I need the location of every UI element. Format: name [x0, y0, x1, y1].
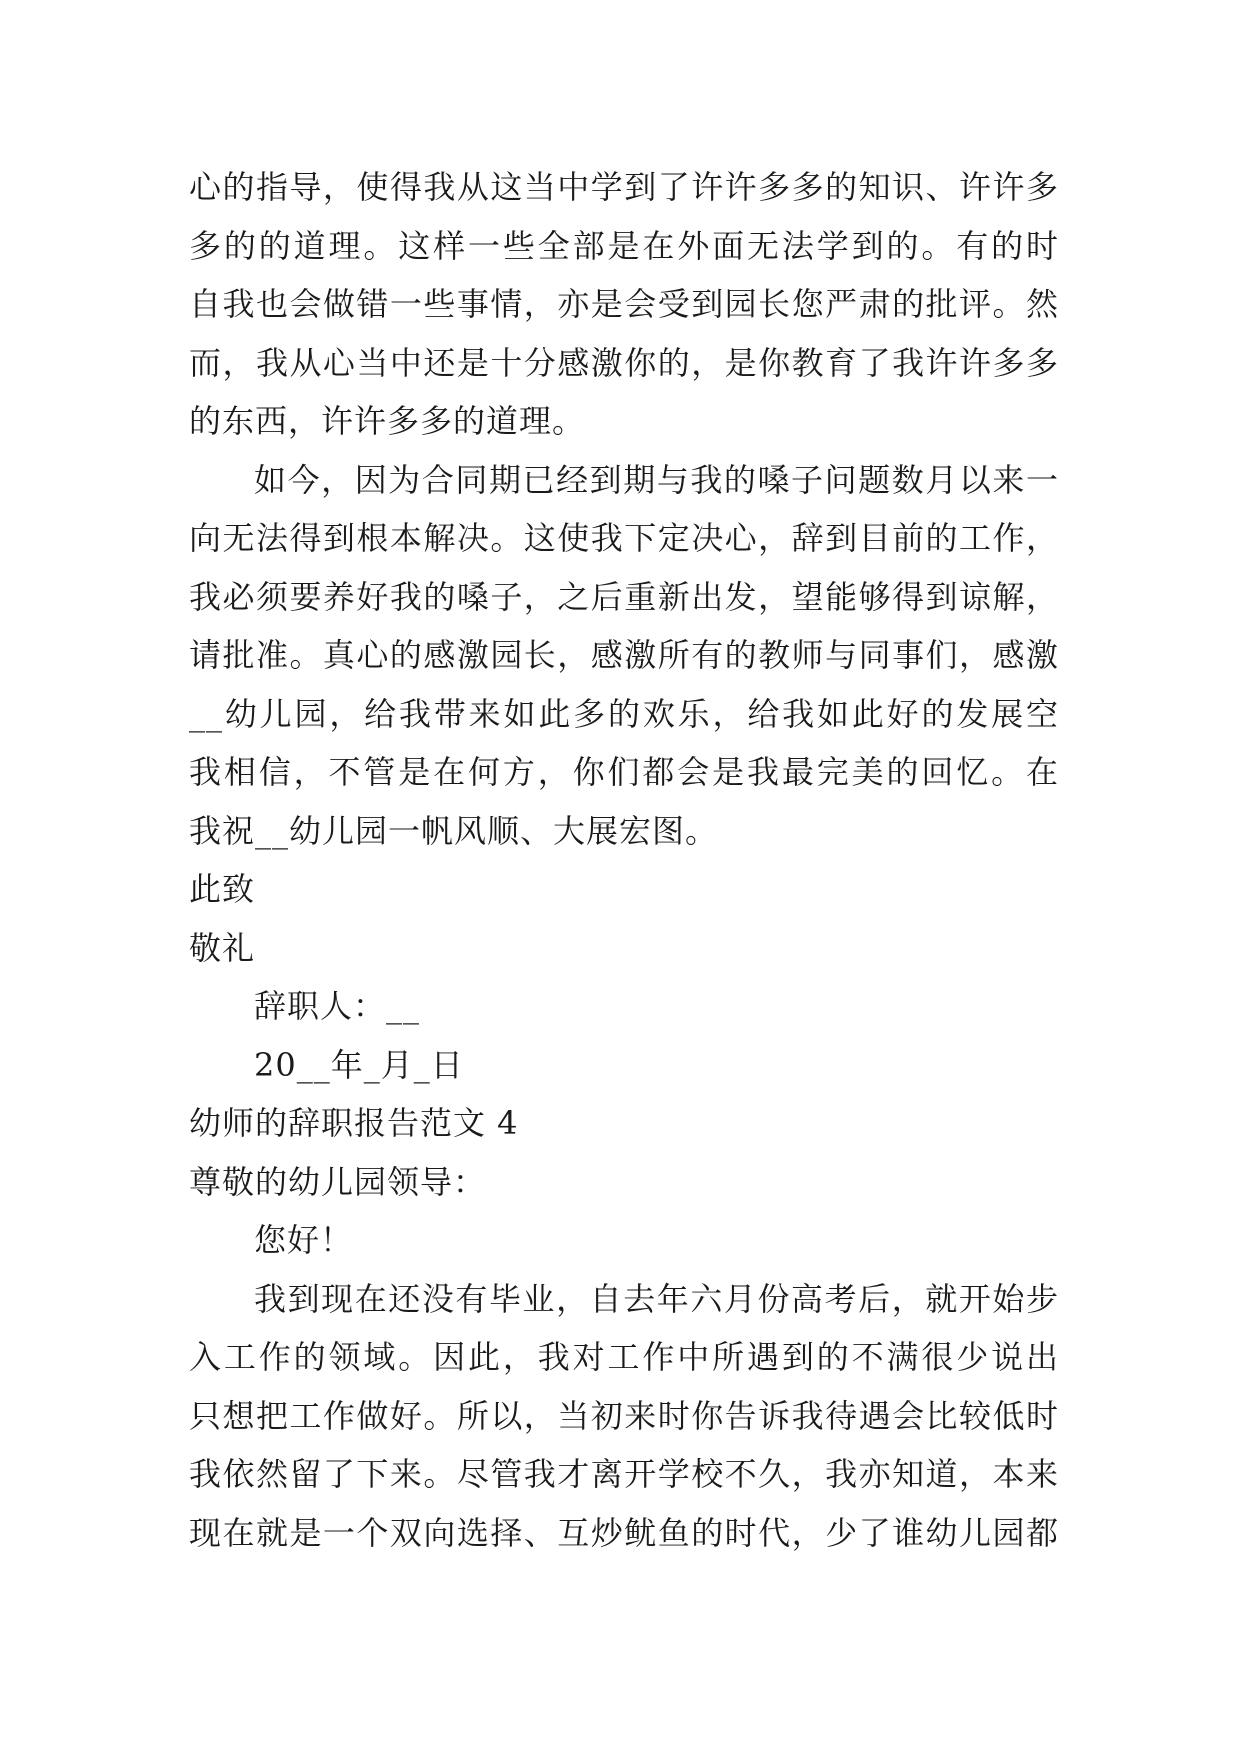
section-title: 幼师的辞职报告范文 4: [189, 1104, 519, 1142]
closing-salutation: 此致: [189, 870, 256, 908]
greeting: 您好！: [254, 1221, 354, 1259]
text-line: 而，我从心当中还是十分感激你的，是你教育了我许许多多: [189, 343, 1059, 382]
text-line: 只想把工作做好。所以，当初来时你告诉我待遇会比较低时: [189, 1396, 1059, 1435]
text-line: 现在就是一个双向选择、互炒鱿鱼的时代，少了谁幼儿园都: [189, 1513, 1059, 1552]
text-line: 我祝__幼儿园一帆风顺、大展宏图。: [189, 811, 719, 850]
text-line: 我相信，不管是在何方，你们都会是我最完美的回忆。在: [189, 753, 1059, 791]
closing-regards: 敬礼: [189, 928, 256, 967]
text-line: 向无法得到根本解决。这使我下定决心，辞到目前的工作，: [189, 519, 1059, 557]
date-line: 20__年_月_日: [254, 1045, 464, 1084]
text-line: 我必须要养好我的嗓子，之后重新出发，望能够得到谅解，: [189, 577, 1059, 616]
paragraph-start-line: 如今，因为合同期已经到期与我的嗓子问题数月以来一: [254, 460, 1059, 499]
text-line: 自我也会做错一些事情，亦是会受到园长您严肃的批评。然: [189, 285, 1059, 323]
paragraph-start-line: 我到现在还没有毕业，自去年六月份高考后，就开始步: [254, 1279, 1059, 1318]
document-body: [189, 158, 1059, 1562]
text-line: __幼儿园，给我带来如此多的欢乐，给我如此好的发展空: [189, 694, 1059, 733]
text-line: 入工作的领域。因此，我对工作中所遇到的不满很少说出: [189, 1338, 1059, 1376]
text-line: 心的指导，使得我从这当中学到了许许多多的知识、许许多: [189, 168, 1059, 206]
signature-line: 辞职人：__: [254, 987, 421, 1025]
text-line: 的东西，许许多多的道理。: [189, 402, 586, 440]
text-line: 请批准。真心的感激园长，感激所有的教师与同事们，感激: [189, 636, 1059, 674]
text-line: 多的的道理。这样一些全部是在外面无法学到的。有的时: [189, 226, 1059, 265]
text-line: 我依然留了下来。尽管我才离开学校不久，我亦知道，本来: [189, 1455, 1059, 1493]
letter-recipient: 尊敬的幼儿园领导：: [189, 1162, 487, 1201]
